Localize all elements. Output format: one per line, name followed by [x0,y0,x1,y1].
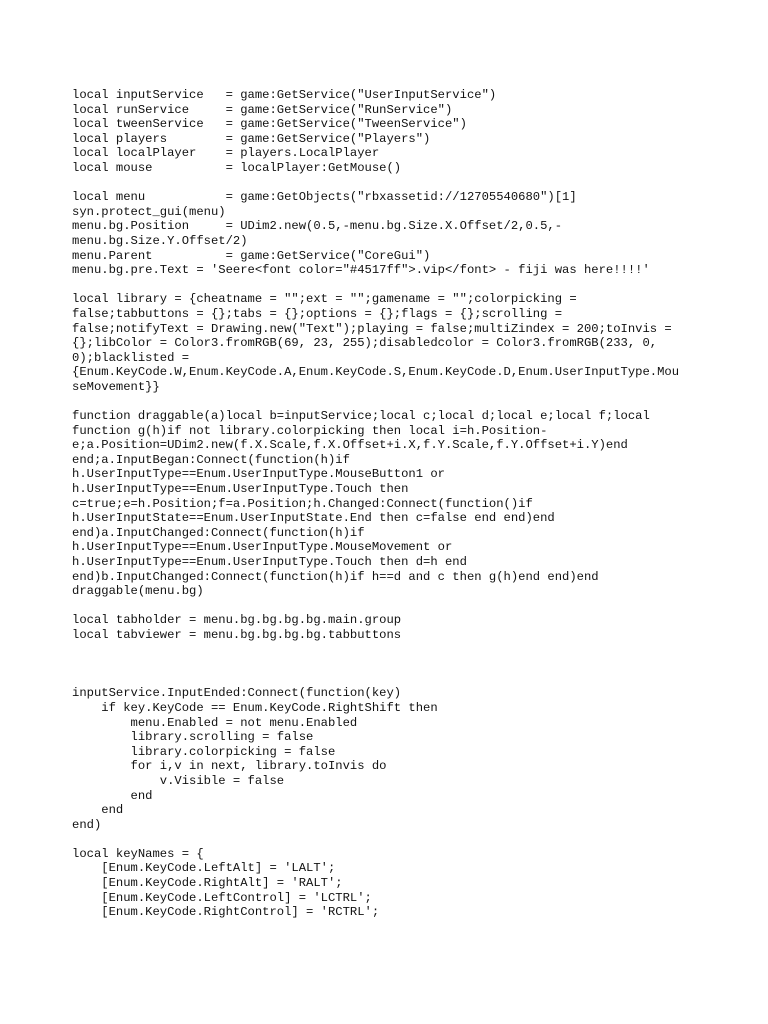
code-line: [Enum.KeyCode.LeftControl] = 'LCTRL'; [72,890,372,905]
code-line: [Enum.KeyCode.RightControl] = 'RCTRL'; [72,905,380,920]
code-line: draggable(menu.bg) [72,584,204,599]
code-line: end [72,803,124,818]
code-line: menu.bg.Size.Y.Offset/2) [72,233,248,248]
code-line: local menu = game:GetObjects("rbxassetid://12705540680")[1] [72,190,577,205]
code-line: seMovement}} [72,379,160,394]
code-line: h.UserInputType==Enum.UserInputType.Touch then [72,482,409,497]
code-line: false;tabbuttons = {};tabs = {};options = {};flags = {};scrolling = [72,306,563,321]
code-line: end;a.InputBegan:Connect(function(h)if [72,452,350,467]
code-line: local tabholder = menu.bg.bg.bg.bg.main.group [72,613,402,628]
code-line: menu.bg.Position = UDim2.new(0.5,-menu.bg.Size.X.Offset/2,0.5,- [72,219,563,234]
code-line: h.UserInputType==Enum.UserInputType.MouseMovement or [72,540,453,555]
code-line: function g(h)if not library.colorpicking then local i=h.Position- [72,423,548,438]
code-line: v.Visible = false [72,773,285,788]
code-line: {};libColor = Color3.fromRGB(69, 23, 255);disabledcolor = Color3.fromRGB(233, 0, [72,336,658,351]
code-line: h.UserInputState==Enum.UserInputState.End then c=false end end)end [72,511,555,526]
code-line: [Enum.KeyCode.RightAlt] = 'RALT'; [72,876,343,891]
code-line: if key.KeyCode == Enum.KeyCode.RightShift then [72,700,438,715]
code-line [72,643,712,658]
code-line: local localPlayer = players.LocalPlayer [72,146,380,161]
code-line: c=true;e=h.Position;f=a.Position;h.Changed:Connect(function()if [72,496,533,511]
code-line: end [72,788,153,803]
code-line: local runService = game:GetService("RunService") [72,102,453,117]
code-line: local keyNames = { [72,846,204,861]
code-line [72,278,712,293]
code-line [72,176,712,191]
code-line: menu.Enabled = not menu.Enabled [72,715,358,730]
code-line [72,657,712,672]
code-line: library.colorpicking = false [72,744,336,759]
code-line [72,832,712,847]
code-line: local tabviewer = menu.bg.bg.bg.bg.tabbuttons [72,627,402,642]
document-page [72,88,712,920]
code-line: 0);blacklisted = [72,350,190,365]
code-line: end)b.InputChanged:Connect(function(h)if h==d and c then g(h)end end)end [72,569,599,584]
code-line: h.UserInputType==Enum.UserInputType.Touch then d=h end [72,555,467,569]
code-line [72,394,712,409]
code-line: local inputService = game:GetService("UserInputService") [72,88,497,102]
code-line [72,599,712,614]
code-line: menu.bg.pre.Text = 'Seere<font color="#4517ff">.vip</font> - fiji was here!!!!' [72,263,650,278]
code-line: local players = game:GetService("Players") [72,131,431,146]
code-line: inputService.InputEnded:Connect(function(key) [72,686,402,701]
code-line: for i,v in next, library.toInvis do [72,759,387,774]
code-line: menu.Parent = game:GetService("CoreGui") [72,248,431,263]
code-line: {Enum.KeyCode.W,Enum.KeyCode.A,Enum.KeyCode.S,Enum.KeyCode.D,Enum.UserInputType.Mou [72,365,680,380]
code-line: end)a.InputChanged:Connect(function(h)if [72,525,365,540]
code-line: local library = {cheatname = "";ext = "";gamename = "";colorpicking = [72,292,577,307]
code-line: library.scrolling = false [72,730,314,745]
code-line: local tweenService = game:GetService("TweenService") [72,117,467,132]
code-line: e;a.Position=UDim2.new(f.X.Scale,f.X.Offset+i.X,f.Y.Scale,f.Y.Offset+i.Y)end [72,438,628,453]
code-line: syn.protect_gui(menu) [72,204,226,219]
code-line: false;notifyText = Drawing.new("Text");playing = false;multiZindex = 200;toInvis = [72,321,672,336]
code-line: h.UserInputType==Enum.UserInputType.MouseButton1 or [72,467,445,482]
code-line [72,672,712,687]
code-line: local mouse = localPlayer:GetMouse() [72,160,402,175]
code-line: function draggable(a)local b=inputService;local c;local d;local e;local f;local [72,409,650,424]
code-line: end) [72,817,102,832]
code-line: [Enum.KeyCode.LeftAlt] = 'LALT'; [72,861,336,876]
